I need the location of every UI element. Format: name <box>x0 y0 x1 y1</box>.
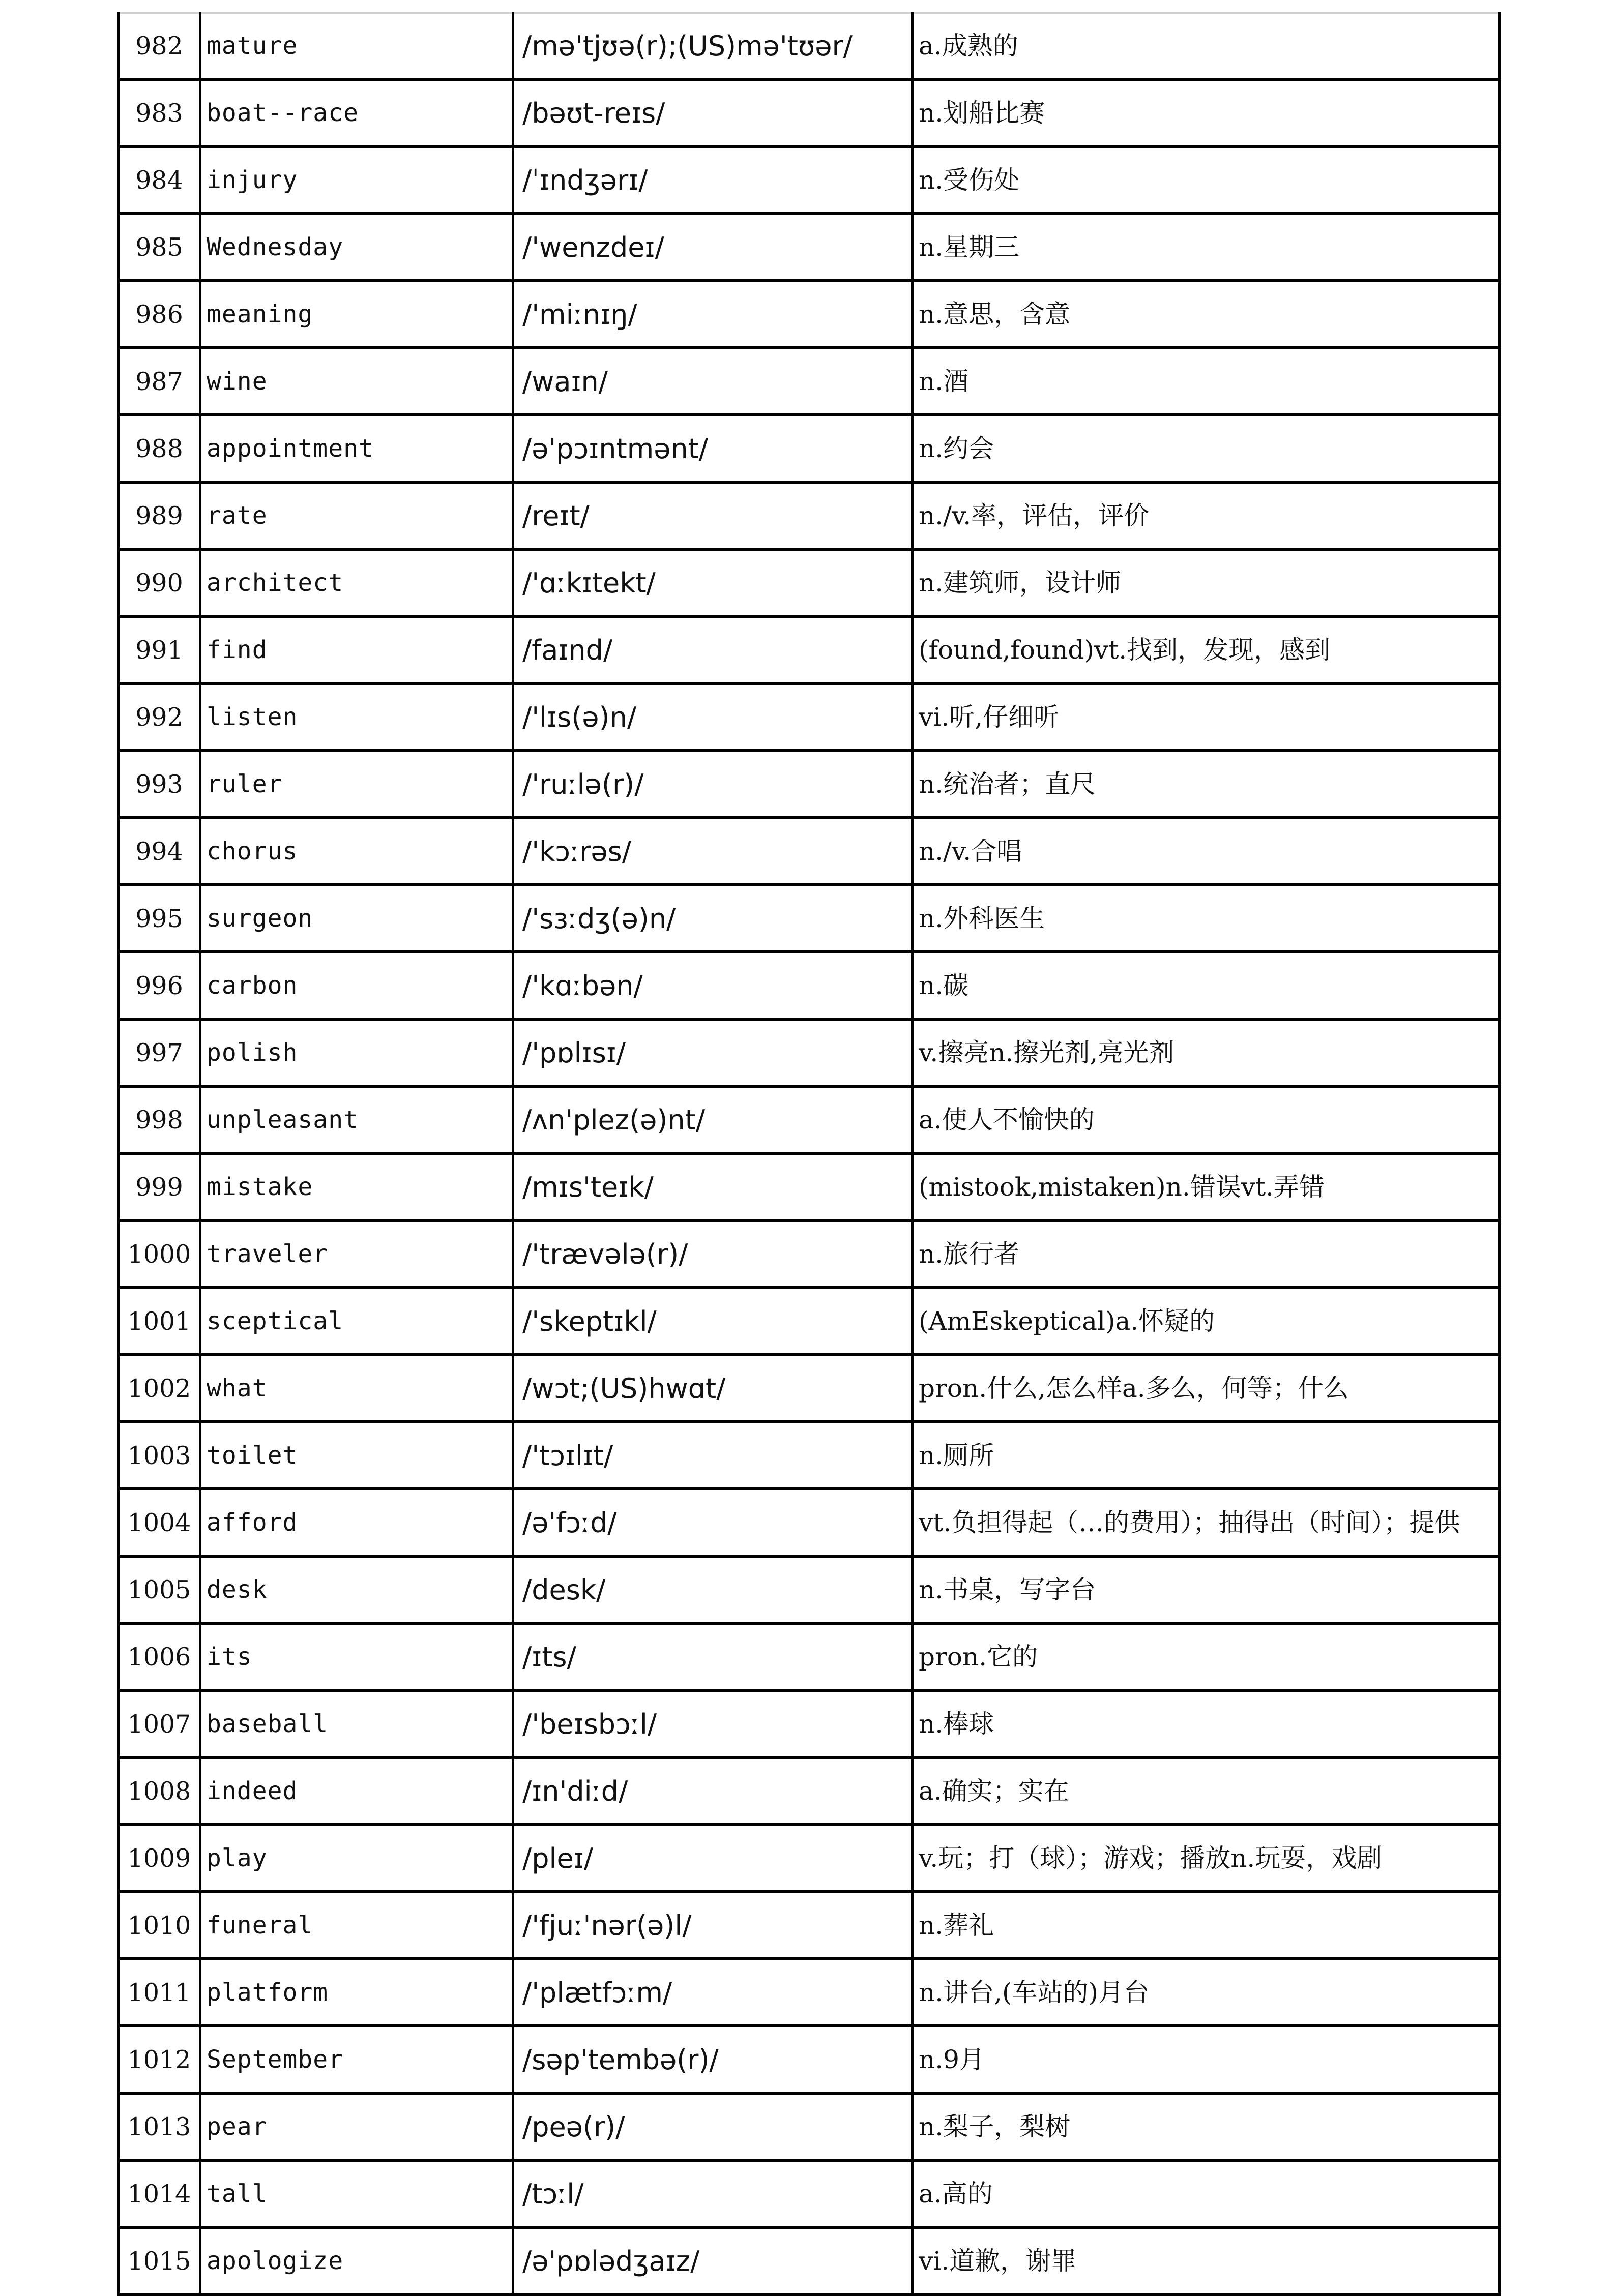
entry-meaning: pron.它的 <box>913 1623 1500 1690</box>
entry-index: 1007 <box>119 1690 200 1757</box>
entry-index: 997 <box>119 1019 200 1086</box>
vocabulary-table-body <box>119 13 1500 2295</box>
entry-phonetic: /ɪn'diːd/ <box>513 1757 913 1825</box>
entry-meaning: n.约会 <box>913 415 1500 482</box>
entry-index: 1011 <box>119 1959 200 2026</box>
entry-index: 1002 <box>119 1355 200 1422</box>
entry-meaning: n./v.率，评估，评价 <box>913 482 1500 549</box>
entry-word: unpleasant <box>200 1086 513 1153</box>
entry-meaning: n.讲台,(车站的)月台 <box>913 1959 1500 2026</box>
entry-index: 996 <box>119 952 200 1019</box>
table-row <box>119 1623 1500 1690</box>
entry-meaning: n.碳 <box>913 952 1500 1019</box>
entry-phonetic: /ə'pɒlədʒaɪz/ <box>513 2227 913 2294</box>
table-row <box>119 683 1500 751</box>
entry-phonetic: /mə'tjʊə(r);(US)mə'tʊər/ <box>513 13 913 80</box>
entry-index: 991 <box>119 616 200 683</box>
entry-index: 993 <box>119 751 200 818</box>
table-row <box>119 2026 1500 2093</box>
entry-meaning: n.厕所 <box>913 1422 1500 1489</box>
entry-index: 1012 <box>119 2026 200 2093</box>
table-row <box>119 214 1500 281</box>
entry-index: 1008 <box>119 1757 200 1825</box>
table-row <box>119 1489 1500 1556</box>
entry-index: 1015 <box>119 2227 200 2294</box>
entry-phonetic: /peə(r)/ <box>513 2093 913 2160</box>
entry-index: 988 <box>119 415 200 482</box>
table-row <box>119 1220 1500 1288</box>
table-row <box>119 146 1500 214</box>
entry-index: 1003 <box>119 1422 200 1489</box>
entry-index: 1001 <box>119 1288 200 1355</box>
table-row <box>119 2160 1500 2227</box>
entry-index: 992 <box>119 683 200 751</box>
entry-word: play <box>200 1825 513 1892</box>
entry-meaning: a.成熟的 <box>913 13 1500 80</box>
entry-meaning: n.9月 <box>913 2026 1500 2093</box>
entry-meaning: n.酒 <box>913 348 1500 415</box>
table-row <box>119 1556 1500 1623</box>
entry-meaning: a.高的 <box>913 2160 1500 2227</box>
entry-phonetic: /səp'tembə(r)/ <box>513 2026 913 2093</box>
entry-meaning: (mistook,mistaken)n.错误vt.弄错 <box>913 1153 1500 1220</box>
entry-phonetic: /wɔt;(US)hwɑt/ <box>513 1355 913 1422</box>
entry-phonetic: /faɪnd/ <box>513 616 913 683</box>
entry-phonetic: /ʌn'plez(ə)nt/ <box>513 1086 913 1153</box>
entry-meaning: n.星期三 <box>913 214 1500 281</box>
entry-index: 998 <box>119 1086 200 1153</box>
entry-index: 983 <box>119 79 200 146</box>
entry-word: mature <box>200 13 513 80</box>
entry-meaning: (found,found)vt.找到，发现，感到 <box>913 616 1500 683</box>
entry-phonetic: /'ɑːkɪtekt/ <box>513 549 913 616</box>
entry-word: mistake <box>200 1153 513 1220</box>
table-row <box>119 751 1500 818</box>
entry-word: Wednesday <box>200 214 513 281</box>
entry-word: what <box>200 1355 513 1422</box>
entry-phonetic: /mɪs'teɪk/ <box>513 1153 913 1220</box>
entry-index: 1004 <box>119 1489 200 1556</box>
entry-meaning: n.受伤处 <box>913 146 1500 214</box>
entry-word: meaning <box>200 281 513 348</box>
entry-word: appointment <box>200 415 513 482</box>
entry-word: baseball <box>200 1690 513 1757</box>
table-row <box>119 1355 1500 1422</box>
table-row <box>119 1892 1500 1959</box>
entry-word: chorus <box>200 818 513 885</box>
entry-phonetic: /'trævələ(r)/ <box>513 1220 913 1288</box>
entry-word: tall <box>200 2160 513 2227</box>
vocabulary-table <box>117 12 1501 2296</box>
entry-word: sceptical <box>200 1288 513 1355</box>
entry-phonetic: /'plætfɔːm/ <box>513 1959 913 2026</box>
entry-phonetic: /reɪt/ <box>513 482 913 549</box>
entry-word: surgeon <box>200 885 513 952</box>
entry-index: 985 <box>119 214 200 281</box>
entry-word: rate <box>200 482 513 549</box>
table-row <box>119 1825 1500 1892</box>
entry-meaning: n./v.合唱 <box>913 818 1500 885</box>
entry-index: 987 <box>119 348 200 415</box>
entry-meaning: vi.听,仔细听 <box>913 683 1500 751</box>
entry-phonetic: /'kɔːrəs/ <box>513 818 913 885</box>
entry-meaning: n.建筑师，设计师 <box>913 549 1500 616</box>
entry-word: polish <box>200 1019 513 1086</box>
entry-meaning: n.统治者；直尺 <box>913 751 1500 818</box>
entry-meaning: n.书桌，写字台 <box>913 1556 1500 1623</box>
table-row <box>119 79 1500 146</box>
entry-index: 1010 <box>119 1892 200 1959</box>
entry-index: 984 <box>119 146 200 214</box>
table-row <box>119 818 1500 885</box>
table-row <box>119 1422 1500 1489</box>
entry-word: funeral <box>200 1892 513 1959</box>
entry-index: 1005 <box>119 1556 200 1623</box>
entry-index: 1009 <box>119 1825 200 1892</box>
entry-word: desk <box>200 1556 513 1623</box>
entry-phonetic: /ɪts/ <box>513 1623 913 1690</box>
entry-word: ruler <box>200 751 513 818</box>
table-row <box>119 616 1500 683</box>
table-row <box>119 549 1500 616</box>
table-row <box>119 952 1500 1019</box>
table-row <box>119 2227 1500 2294</box>
entry-phonetic: /waɪn/ <box>513 348 913 415</box>
entry-index: 982 <box>119 13 200 80</box>
entry-index: 990 <box>119 549 200 616</box>
table-row <box>119 1959 1500 2026</box>
entry-phonetic: /'miːnɪŋ/ <box>513 281 913 348</box>
entry-word: apologize <box>200 2227 513 2294</box>
table-row <box>119 1153 1500 1220</box>
entry-phonetic: /ə'fɔːd/ <box>513 1489 913 1556</box>
entry-meaning: n.梨子，梨树 <box>913 2093 1500 2160</box>
entry-meaning: pron.什么,怎么样a.多么，何等；什么 <box>913 1355 1500 1422</box>
entry-index: 986 <box>119 281 200 348</box>
entry-phonetic: /'pɒlɪsɪ/ <box>513 1019 913 1086</box>
entry-phonetic: /pleɪ/ <box>513 1825 913 1892</box>
table-row <box>119 482 1500 549</box>
entry-meaning: vi.道歉，谢罪 <box>913 2227 1500 2294</box>
entry-phonetic: /tɔːl/ <box>513 2160 913 2227</box>
entry-phonetic: /desk/ <box>513 1556 913 1623</box>
entry-phonetic: /'lɪs(ə)n/ <box>513 683 913 751</box>
entry-phonetic: /'wenzdeɪ/ <box>513 214 913 281</box>
entry-index: 1006 <box>119 1623 200 1690</box>
entry-meaning: v.擦亮n.擦光剂,亮光剂 <box>913 1019 1500 1086</box>
entry-phonetic: /'skeptɪkl/ <box>513 1288 913 1355</box>
entry-meaning: n.旅行者 <box>913 1220 1500 1288</box>
entry-phonetic: /'tɔɪlɪt/ <box>513 1422 913 1489</box>
entry-phonetic: /'fjuː'nər(ə)l/ <box>513 1892 913 1959</box>
entry-word: boat--race <box>200 79 513 146</box>
entry-phonetic: /'ruːlə(r)/ <box>513 751 913 818</box>
entry-meaning: n.划船比赛 <box>913 79 1500 146</box>
table-row <box>119 2093 1500 2160</box>
table-row <box>119 13 1500 80</box>
entry-word: listen <box>200 683 513 751</box>
entry-phonetic: /ˈɪndʒərɪ/ <box>513 146 913 214</box>
entry-word: pear <box>200 2093 513 2160</box>
entry-phonetic: /'sɜːdʒ(ə)n/ <box>513 885 913 952</box>
entry-word: platform <box>200 1959 513 2026</box>
entry-index: 1000 <box>119 1220 200 1288</box>
entry-meaning: n.棒球 <box>913 1690 1500 1757</box>
entry-meaning: n.葬礼 <box>913 1892 1500 1959</box>
entry-meaning: v.玩；打（球）；游戏；播放n.玩耍，戏剧 <box>913 1825 1500 1892</box>
entry-word: carbon <box>200 952 513 1019</box>
entry-index: 989 <box>119 482 200 549</box>
entry-word: afford <box>200 1489 513 1556</box>
entry-meaning: a.使人不愉快的 <box>913 1086 1500 1153</box>
table-row <box>119 1757 1500 1825</box>
entry-meaning: n.意思，含意 <box>913 281 1500 348</box>
entry-word: find <box>200 616 513 683</box>
entry-index: 1014 <box>119 2160 200 2227</box>
entry-phonetic: /bəʊt-reɪs/ <box>513 79 913 146</box>
entry-index: 994 <box>119 818 200 885</box>
entry-meaning: vt.负担得起（…的费用）；抽得出（时间）；提供 <box>913 1489 1500 1556</box>
entry-word: September <box>200 2026 513 2093</box>
entry-index: 1013 <box>119 2093 200 2160</box>
entry-word: toilet <box>200 1422 513 1489</box>
table-row <box>119 348 1500 415</box>
table-row <box>119 1086 1500 1153</box>
entry-word: wine <box>200 348 513 415</box>
table-row <box>119 415 1500 482</box>
entry-phonetic: /'beɪsbɔːl/ <box>513 1690 913 1757</box>
entry-word: injury <box>200 146 513 214</box>
entry-phonetic: /ə'pɔɪntmənt/ <box>513 415 913 482</box>
entry-word: its <box>200 1623 513 1690</box>
entry-meaning: a.确实；实在 <box>913 1757 1500 1825</box>
table-row <box>119 1288 1500 1355</box>
entry-phonetic: /'kɑːbən/ <box>513 952 913 1019</box>
table-row <box>119 281 1500 348</box>
entry-meaning: n.外科医生 <box>913 885 1500 952</box>
entry-word: architect <box>200 549 513 616</box>
entry-meaning: (AmEskeptical)a.怀疑的 <box>913 1288 1500 1355</box>
table-row <box>119 1019 1500 1086</box>
table-row <box>119 1690 1500 1757</box>
table-row <box>119 885 1500 952</box>
entry-word: traveler <box>200 1220 513 1288</box>
entry-word: indeed <box>200 1757 513 1825</box>
entry-index: 995 <box>119 885 200 952</box>
entry-index: 999 <box>119 1153 200 1220</box>
